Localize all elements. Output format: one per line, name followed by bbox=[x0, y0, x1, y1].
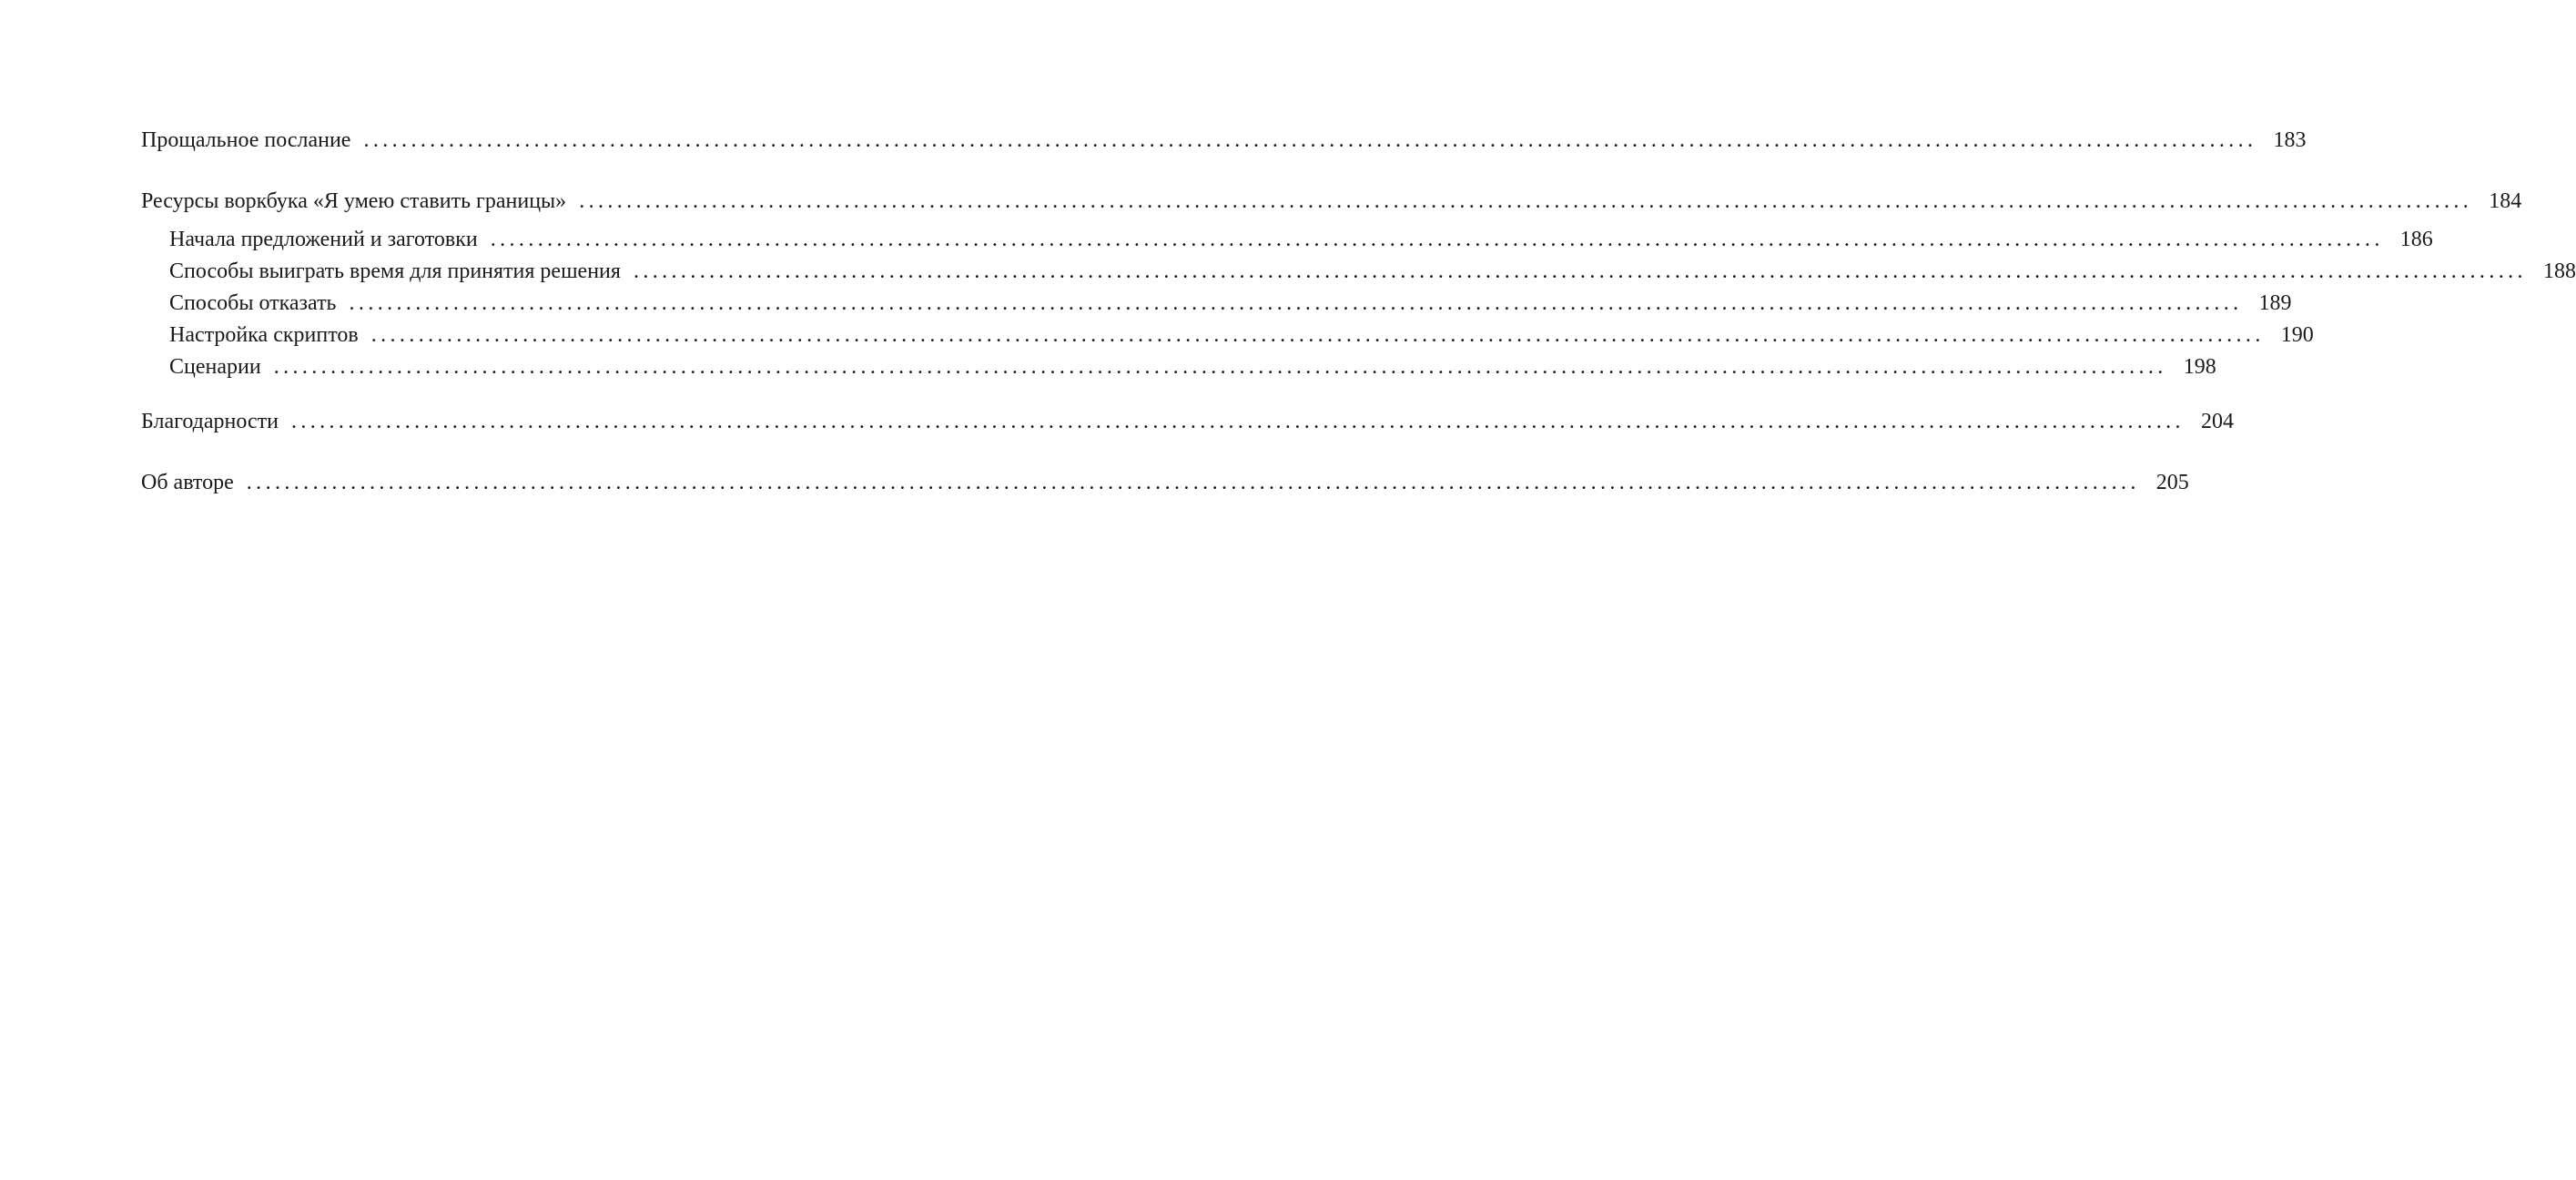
toc-entry-page: 205 bbox=[2155, 471, 2189, 494]
toc-entry-page: 198 bbox=[2183, 355, 2216, 379]
toc-entry-page: 186 bbox=[2399, 228, 2433, 251]
dot-leader: ........................................................................................................................................................................................................ bbox=[246, 471, 2140, 494]
toc-entry-title: Начала предложений и заготовки bbox=[169, 228, 478, 251]
toc-entry-page: 184 bbox=[2489, 189, 2522, 213]
toc-entry-title: Сценарии bbox=[169, 355, 261, 379]
toc-entry-title: Благодарности bbox=[141, 410, 279, 433]
toc-entry-farewell[interactable] bbox=[141, 126, 2307, 155]
toc-entry-title: Об авторе bbox=[141, 471, 234, 494]
dot-leader: ........................................................................................................................................................................................................ bbox=[633, 259, 2527, 283]
toc-entry-page: 189 bbox=[2258, 291, 2292, 315]
dot-leader: ........................................................................................................................................................................................................ bbox=[363, 128, 2257, 152]
toc-entry-page: 188 bbox=[2542, 259, 2576, 283]
dot-leader: ........................................................................................................................................................................................................ bbox=[579, 189, 2473, 213]
toc-entry-about-author[interactable] bbox=[141, 468, 2189, 497]
toc-entry-title: Прощальное послание bbox=[141, 128, 351, 152]
toc-entry-acknowledgements[interactable] bbox=[141, 407, 2234, 436]
toc-entry-resources[interactable] bbox=[141, 187, 2522, 216]
dot-leader: ........................................................................................................................................................................................................ bbox=[273, 355, 2167, 379]
toc-subentry-sentence-starters[interactable] bbox=[169, 225, 2433, 254]
toc-entry-page: 190 bbox=[2280, 323, 2314, 347]
toc-entry-page: 204 bbox=[2200, 410, 2234, 433]
toc-entry-title: Ресурсы воркбука «Я умею ставить границы» bbox=[141, 189, 567, 213]
dot-leader: ........................................................................................................................................................................................................ bbox=[349, 291, 2243, 315]
toc-entry-title: Способы выиграть время для принятия решения bbox=[169, 259, 621, 283]
dot-leader: ........................................................................................................................................................................................................ bbox=[290, 410, 2185, 433]
dot-leader: ........................................................................................................................................................................................................ bbox=[370, 323, 2265, 347]
dot-leader: ........................................................................................................................................................................................................ bbox=[490, 228, 2384, 251]
toc-subentry-ways-to-refuse[interactable] bbox=[169, 289, 2292, 318]
toc-entry-title: Способы отказать bbox=[169, 291, 337, 315]
toc-entry-title: Настройка скриптов bbox=[169, 323, 359, 347]
toc-entry-page: 183 bbox=[2273, 128, 2307, 152]
toc-subentry-buy-time[interactable] bbox=[169, 257, 2576, 286]
toc-subentry-script-setup[interactable] bbox=[169, 320, 2314, 350]
toc-subentry-scenarios[interactable] bbox=[169, 352, 2216, 381]
